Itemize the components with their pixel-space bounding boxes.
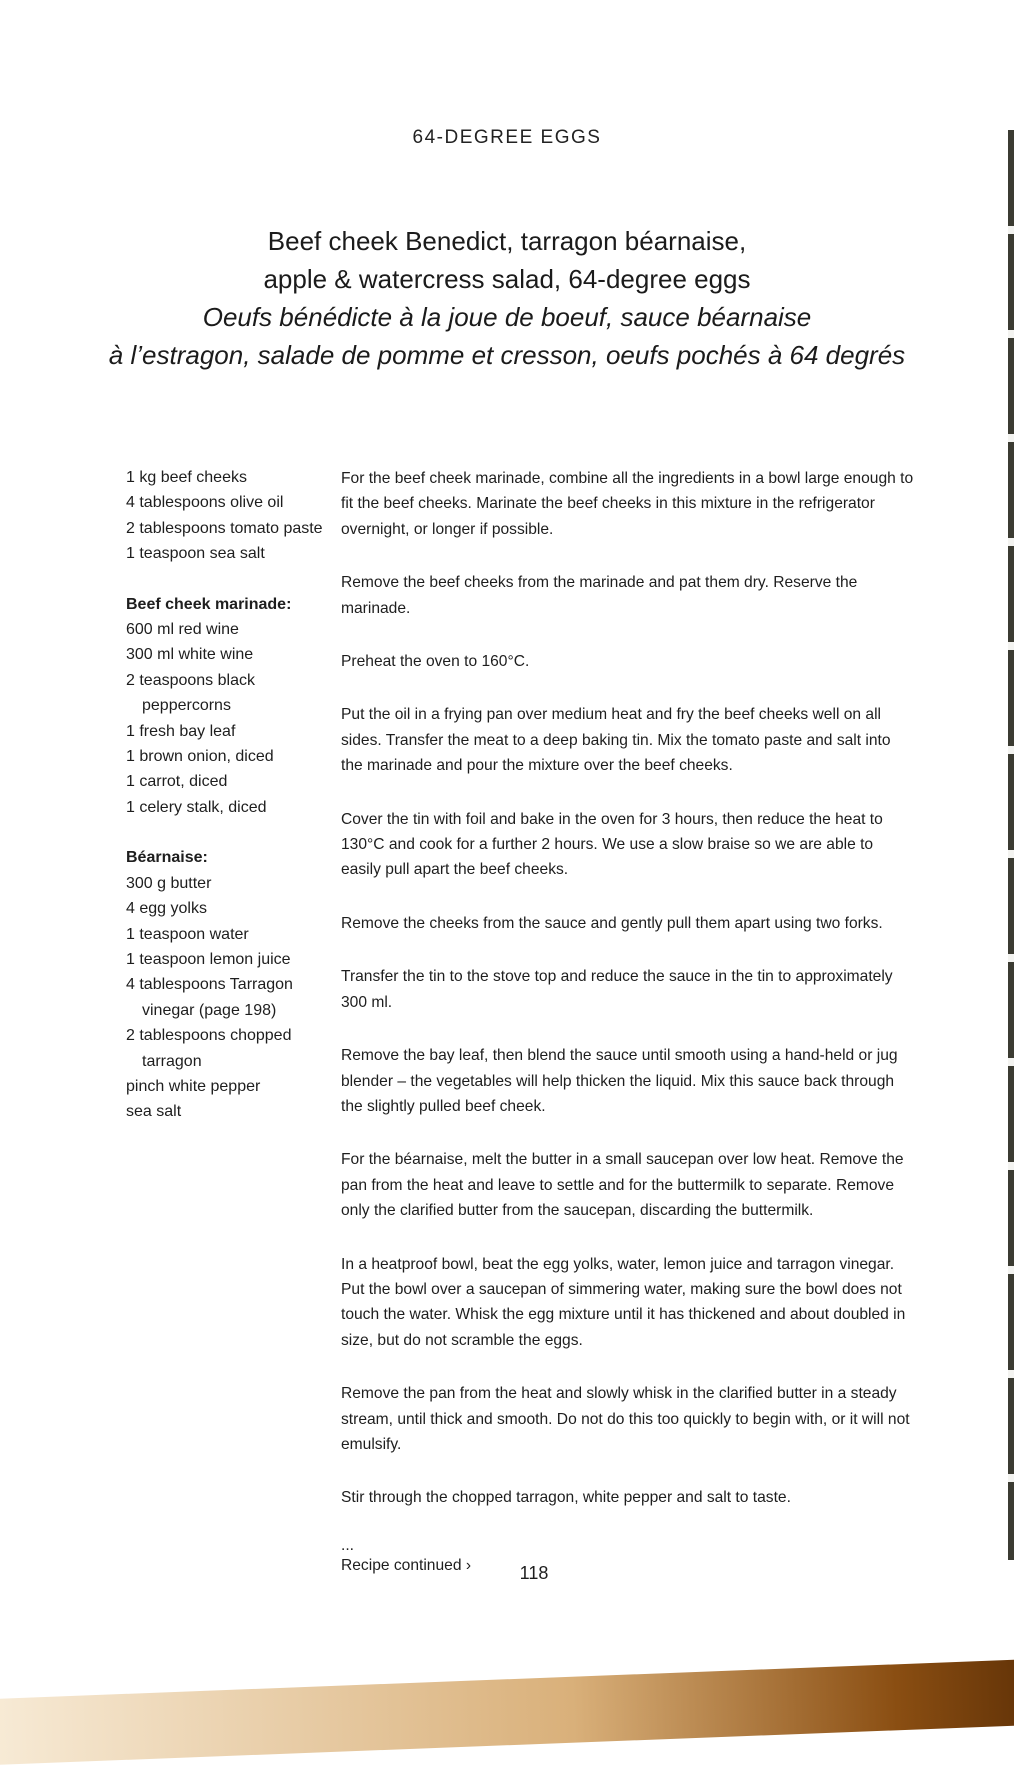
ingredient-item: 300 ml white wine (126, 646, 254, 664)
method-step: In a heatproof bowl, beat the egg yolks, water, lemon juice and tarragon vinegar. Put the bowl over a saucepan of simmering water, making sure the bowl does not touch the water. Whisk the egg mixture until it has thickened and about doubled in size, but do not scramble the eggs. (341, 1255, 906, 1349)
ingredient-item: 600 ml red wine (126, 621, 239, 639)
method-step: Transfer the tin to the stove top and reduce the sauce in the tin to approximately 300 ml. (341, 968, 893, 1011)
ingredient-item: 1 carrot, diced (126, 773, 228, 791)
ingredient-item: 1 teaspoon sea salt (126, 545, 265, 563)
ingredient-group-heading: Beef cheek marinade: (126, 595, 292, 613)
method-step: Put the oil in a frying pan over medium heat and fry the beef cheeks well on all sides. Transfer the meat to a deep baking tin. Mix the tomato paste and salt into the marinade and pour the mixture over the beef cheeks. (341, 706, 891, 775)
method-steps (341, 466, 915, 1578)
method-step: For the béarnaise, melt the butter in a small saucepan over low heat. Remove the pan from the heat and leave to settle and for the buttermilk to separate. Remove only the clarified butter from the saucepan, discarding the buttermilk. (341, 1151, 904, 1220)
recipe-continued-link: Recipe continued › (341, 1556, 472, 1574)
title-french-line: à l’estragon, salade de pomme et cresson, oeufs pochés à 64 degrés (108, 340, 906, 370)
ingredient-item: 4 tablespoons olive oil (126, 494, 284, 512)
ingredient-item: 4 tablespoons Tarragon vinegar (page 198) (126, 976, 293, 1019)
title-french-line: Oeufs bénédicte à la joue de boeuf, sauce béarnaise (202, 302, 812, 332)
ingredient-item: 4 egg yolks (126, 900, 207, 918)
ingredient-group-bearnaise (126, 845, 326, 1124)
method-step: For the beef cheek marinade, combine all the ingredients in a bowl large enough to fit the beef cheeks. Marinate the beef cheeks in this mixture in the refrigerator overnight, or longer if possible. (341, 470, 914, 538)
ingredient-group-heading: Béarnaise: (126, 849, 208, 867)
page-number: 118 (519, 1563, 549, 1583)
method-step: Remove the bay leaf, then blend the sauce until smooth using a hand-held or jug blender – the vegetables will help thicken the liquid. Mix this sauce back through the slightly pulled beef cheek. (341, 1047, 898, 1115)
chapter-header: 64-DEGREE EGGS (412, 127, 602, 148)
ingredients-list (126, 465, 326, 1150)
ingredient-item: sea salt (126, 1103, 182, 1121)
ingredient-item: 1 teaspoon water (126, 925, 249, 943)
method-step: Remove the beef cheeks from the marinade and pat them dry. Reserve the marinade. (341, 574, 858, 617)
ingredient-item: 300 g butter (126, 874, 212, 892)
ingredient-item: pinch white pepper (126, 1077, 261, 1095)
ingredient-item: 2 tablespoons chopped tarragon (126, 1027, 292, 1070)
ingredient-item: 1 celery stalk, diced (126, 798, 267, 816)
ingredient-item: 1 fresh bay leaf (126, 722, 236, 740)
method-step: Remove the pan from the heat and slowly whisk in the clarified butter in a steady stream, until thick and smooth. Do not do this too quickly to begin with, or it will not emulsify. (341, 1385, 910, 1453)
method-step: Cover the tin with foil and bake in the oven for 3 hours, then reduce the heat to 130°C and cook for a further 2 hours. We use a slow braise so we are able to easily pull apart the beef cheeks. (341, 810, 883, 879)
title-english-line: Beef cheek Benedict, tarragon béarnaise, (267, 226, 747, 256)
recipe-title (0, 222, 1014, 374)
ingredient-group-marinade (126, 592, 326, 821)
ingredient-item: 1 brown onion, diced (126, 748, 274, 766)
ingredient-item: 1 teaspoon lemon juice (126, 950, 291, 968)
method-step: Remove the cheeks from the sauce and gently pull them apart using two forks. (341, 914, 883, 932)
ingredient-item: 2 tablespoons tomato paste (126, 519, 323, 537)
ingredient-item: 1 kg beef cheeks (126, 469, 247, 486)
ingredient-group-main (126, 465, 326, 567)
continuation-ellipsis: ... (341, 1536, 354, 1554)
ingredient-item: 2 teaspoons black peppercorns (126, 671, 255, 715)
title-english-line: apple & watercress salad, 64-degree eggs (263, 264, 751, 294)
method-step: Stir through the chopped tarragon, white pepper and salt to taste. (341, 1489, 791, 1507)
method-step: Preheat the oven to 160°C. (341, 653, 530, 671)
